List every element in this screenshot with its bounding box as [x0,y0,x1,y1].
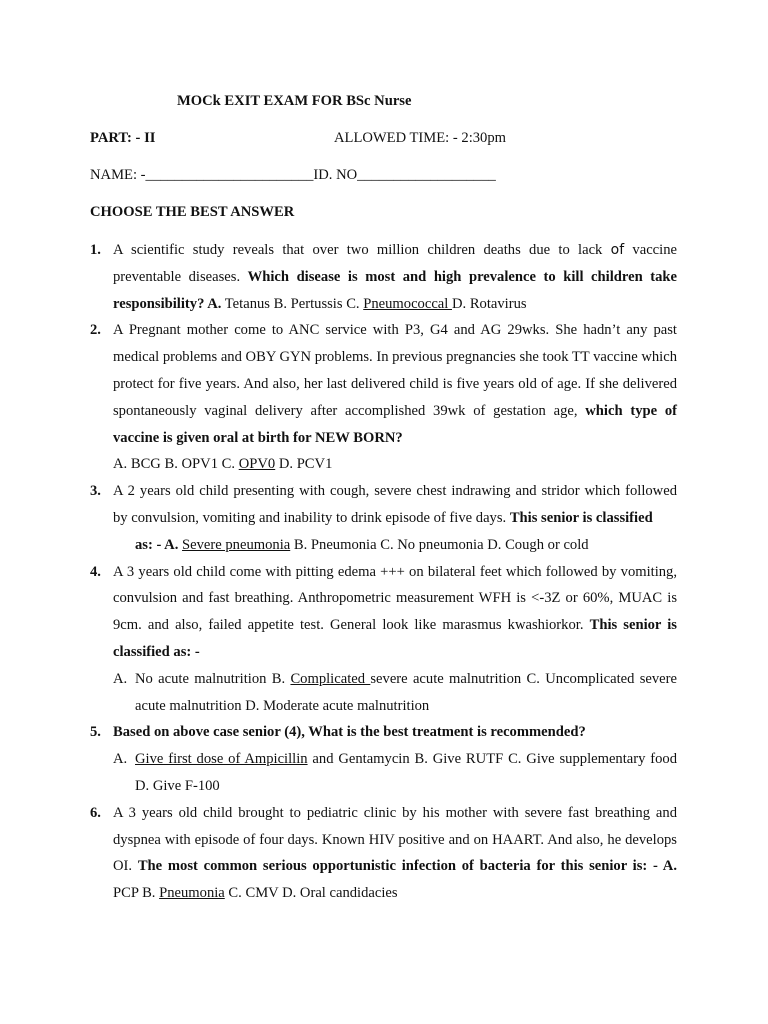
allowed-time: ALLOWED TIME: - 2:30pm [334,130,506,146]
question-1 [90,237,677,317]
answer-options: severe acute malnutrition C. Uncomplicated severe acute malnutrition D. Moderate acute malnutrition [135,670,677,714]
answer-options: Tetanus B. Pertussis C. [221,295,364,312]
question-prompt: This senior is classified as: - [113,617,677,660]
answer-options: C. CMV D. Oral candidacies [224,885,398,902]
answer-options: No acute malnutrition B. [135,670,291,687]
question-text: A scientific study reveals that over two million children deaths due to lack [113,242,611,258]
question-prompt: Which disease is most and high prevalence to kill children take responsibility? A. [113,268,677,312]
option-label: A. [113,751,128,768]
answer-options: A. BCG B. OPV1 C. [113,456,239,473]
question-6 [90,800,677,907]
exam-title: MOCk EXIT EXAM FOR BSc Nurse [177,93,412,109]
question-5 [90,719,677,746]
question-text: A Pregnant mother come to ANC service with P3, G4 and AG 29wks. She hadn’t any past medical problems and OBY GYN problems. In previous pregnancies she took TT vaccine which protect for five years. And also, her last delivered child is five years old of age. If she delivered spontaneously vaginal delivery after accomplished 39wk of gestation age, [113,322,677,419]
question-number: 2. [90,322,101,339]
question-4 [90,559,677,666]
instruction-heading: CHOOSE THE BEST ANSWER [90,204,295,220]
question-prompt: as: - A. [135,536,179,553]
question-text: A 2 years old child presenting with cough, severe chest indrawing and stridor which followed by convulsion, vomiting and inability to drink episode of five days. [113,483,677,526]
option-line [113,537,589,553]
question-text: A 3 years old child brought to pediatric clinic by his mother with severe fast breathing and dyspnea with episode of four days. Known HIV positive and on HAART. And also, he develops OI. [113,804,677,875]
question-text: of [610,242,625,258]
question-number: 1. [90,242,101,258]
marked-answer: Pneumonia [159,885,225,902]
answer-options: D. Rotavirus [451,295,527,312]
question-number: 6. [90,804,101,821]
id-blank: ___________________ [357,167,496,183]
question-text: A 3 years old child come with pitting edema +++ on bilateral feet which followed by vomiting, convulsion and fast breathing. Anthropometric measurement WFH is <-3Z or 60%, MUAC is 9cm. and also, failed appetite test. General look like marasmus kwashiorkor. [113,563,677,634]
option-label: A. [113,670,128,687]
marked-answer: OPV0 [238,456,276,473]
question-number: 5. [90,724,101,741]
question-list [90,237,677,907]
name-label: NAME: - [90,167,146,183]
id-label: ID. NO [313,167,358,183]
question-text: vaccine preventable diseases. [113,242,677,285]
question-number: 4. [90,563,101,580]
question-number: 3. [90,483,101,500]
question-prompt: This senior is classified [509,509,653,526]
question-4-options [90,666,677,720]
answer-options: and Gentamycin B. Give RUTF C. Give supplementary food D. Give F-100 [135,751,677,794]
question-prompt: which type of vaccine is given oral at birth for NEW BORN? [113,402,677,446]
name-blank: _______________________ [145,167,314,183]
answer-options: B. Pneumonia C. No pneumonia D. Cough or cold [290,536,589,553]
question-2 [90,317,677,478]
question-prompt: The most common serious opportunistic infection of bacteria for this senior is: - A. [137,858,677,875]
marked-answer: Severe pneumonia [182,536,291,553]
answer-options: PCP B. [113,885,160,902]
name-id-line [90,167,496,184]
marked-answer: Give first dose of Ampicillin [135,751,308,768]
question-prompt: Based on above case senior (4), What is the best treatment is recommended? [113,724,586,741]
answer-options: D. PCV1 [275,456,333,473]
marked-answer: Complicated [290,670,371,687]
question-3 [90,478,677,558]
question-5-options [90,746,677,800]
part-label: PART: - II [90,130,156,146]
marked-answer: Pneumococcal [363,295,452,312]
